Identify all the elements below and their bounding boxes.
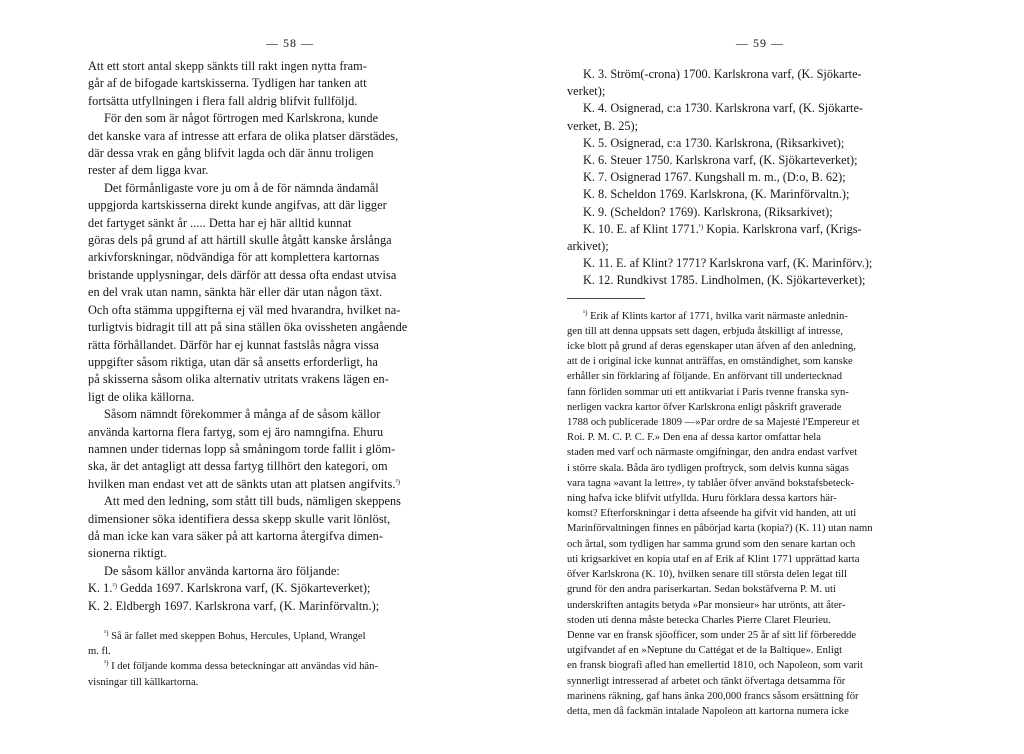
text-line: ligt de olika källorna. <box>88 389 195 404</box>
body-text <box>88 58 490 615</box>
entry-text: Kopia. Karlskrona varf, (Krigs- <box>703 221 862 236</box>
footnote-line: nerligen vackra kartor öfver Karlskrona enligt påskrift graverade <box>567 401 842 413</box>
footnote-line: visningar till källkartorna. <box>88 676 199 688</box>
text-column <box>88 58 490 690</box>
text-line: uppgifter såsom riktiga, utan där så ansetts erforderligt, ha <box>88 354 378 369</box>
footnote-line: öfver Karlskrona (K. 10), hvilken senare till största delen legat till <box>567 569 848 581</box>
text-line: på skisserna såsom olika alternativ utritats vrakens lägen en- <box>88 372 389 387</box>
footnote <box>88 629 490 644</box>
text-line: sionerna riktigt. <box>88 546 167 561</box>
right-page <box>512 0 1024 754</box>
text-line: rester af dem ligga kvar. <box>88 163 209 178</box>
source-entry: K. 6. Steuer 1750. Karlskrona varf, (K. Sjökarteverket); <box>583 153 858 168</box>
source-list <box>567 66 1009 290</box>
text-line: där dessa vrak en gång blifvit lagda och där ännu troligen <box>88 146 374 161</box>
text-line: arkivforskningar, nödvändiga för att komplettera kartornas <box>88 250 380 265</box>
text-line: namnen under tidernas lopp så småningom torde fallit i glöm- <box>88 441 396 456</box>
source-entry-cont: verket, B. 25); <box>567 118 639 133</box>
footnote-line: fann förliden sommar uti ett antikvariat i Paris tvenne franska syn- <box>567 386 849 398</box>
footnote-line: och årtal, som tydligen har samma grund som den senare kartan och <box>567 538 856 550</box>
footnote-line: komst? Efterforskningar i detta afseende ha gifvit vid handen, att uti <box>567 508 857 520</box>
source-entry: K. 3. Ström(-crona) 1700. Karlskrona varf, (K. Sjökarte- <box>583 67 862 81</box>
source-entry-cont: arkivet); <box>567 239 609 254</box>
footnote-marker: ²) <box>104 659 109 668</box>
text-line: använda kartorna flera fartyg, som ej äro namngifna. Ehuru <box>88 424 384 439</box>
text-line: Att ett stort antal skepp sänkts till rakt ingen nytta fram- <box>88 59 367 73</box>
footnote-line: att de i original icke kunnat anträffas, en omständighet, som kanske <box>567 356 853 368</box>
source-entry: K. 4. Osignerad, c:a 1730. Karlskrona varf, (K. Sjökarte- <box>583 101 864 116</box>
text-line: bristande upplysningar, dels därför att dessa ofta endast utvisa <box>88 267 397 282</box>
page-number: — 59 — <box>736 36 784 50</box>
footnote-line: detta, men då fackmän intalade Napoleon att kartorna numera icke <box>567 705 849 717</box>
footnote-line: grund för den andra pariserkartan. Sedan bokstäfverna P. M. uti <box>567 584 836 596</box>
text-line: Det förmånligaste vore ju om å de för nämnda ändamål <box>104 180 379 195</box>
footnote-marker: ¹) <box>698 222 704 231</box>
footnote <box>567 309 1009 324</box>
footnote-marker: ¹) <box>104 629 109 637</box>
text-column <box>567 66 1009 719</box>
footnote-line: Marinförvaltningen finnes en påbörjad karta (kopia?) (K. 11) utan namn <box>567 523 873 535</box>
text-line: fortsätta utfyllningen i flera fall aldrig blifvit fullföljd. <box>88 93 358 108</box>
footnote-text: I det följande komma dessa beteckningar att användas vid hän- <box>111 661 378 673</box>
text-line: går af de bifogade kartskisserna. Tydligen har tanken att <box>88 76 367 91</box>
footnote-line: utgifvandet af en »Neptune du Cattégat et de la Baltique». Enligt <box>567 645 843 657</box>
page-number: — 58 — <box>266 36 314 50</box>
text-line: det kanske vara af intresse att erfara de olika platser därstädes, <box>88 128 399 143</box>
text-line: ska, är det antagligt att dessa fartyg tillhört den kategori, om <box>88 459 388 474</box>
footnote-text: Erik af Klints kartor af 1771, hvilka varit närmaste anlednin- <box>590 310 848 322</box>
footnote-line: Roi. P. M. C. P. C. F.» Den ena af dessa kartor omfattar hela <box>567 432 821 444</box>
text-line: De såsom källor använda kartorna äro följande: <box>104 563 340 578</box>
line-text: hvilken man endast vet att de sänkts utan att platsen angifvits. <box>88 476 396 491</box>
footnote-divider <box>567 298 645 299</box>
source-entry: K. 8. Scheldon 1769. Karlskrona, (K. Marinförvaltn.); <box>583 187 850 202</box>
text-line: det fartyget sänkt år ..... Detta har ej här alltid kunnat <box>88 215 352 230</box>
footnote-line: ning hafva icke blifvit utfyllda. Huru förklara dessa kartors här- <box>567 493 837 505</box>
text-line: då man icke kan vara säker på att kartorna återgifva dimen- <box>88 528 383 543</box>
entry-text: K. 10. E. af Klint 1771. <box>583 221 699 236</box>
source-entry <box>88 580 490 597</box>
text-line <box>88 476 490 493</box>
footnote <box>88 659 490 674</box>
text-line: dimensioner söka identifiera dessa skepp skulle varit lönlöst, <box>88 511 391 526</box>
footnote-line: underskriften antagits betyda »Par monsieur» har utrönts, att åter- <box>567 599 846 611</box>
footnote-marker: ²) <box>395 477 401 486</box>
footnote-line: marinens räkning, gaf hans änka 200,000 francs såsom ersättning för <box>567 690 859 702</box>
text-line: Att med den ledning, som stått till buds, nämligen skeppens <box>104 494 402 509</box>
source-entry: K. 5. Osignerad, c:a 1730. Karlskrona, (Riksarkivet); <box>583 135 845 150</box>
footnote-marker: ¹) <box>583 308 588 317</box>
footnote-text: Så är fallet med skeppen Bohus, Hercules, Upland, Wrangel <box>111 631 366 642</box>
footnote-line: icke blott på grund af deras egenskaper utan äfven af den anledning, <box>567 341 856 353</box>
footnote-line: gen till att denna uppsats sett dagen, erbjuda åtskilligt af intresse, <box>567 325 843 337</box>
source-entry: K. 9. (Scheldon? 1769). Karlskrona, (Riksarkivet); <box>583 204 833 219</box>
footnote-line: erhåller sin förklaring af följande. En anförvant till undertecknad <box>567 371 843 383</box>
footnote-line: Denne var en fransk sjöofficer, som under 25 år af sitt lif förberedde <box>567 629 857 641</box>
footnote-line: en fransk biografi afled han emellertid 1810, och Napoleon, som varit <box>567 660 863 672</box>
text-line: uppgjorda kartskisserna direkt kunde angifvas, att där ligger <box>88 198 387 213</box>
footnote-line: uti krigsarkivet en kopia utaf en af Erik af Klint 1771 upprättad karta <box>567 553 860 565</box>
footnote-line: vara tagna »avant la lettre», ty tablåer öfver använd bokstafsbeteck- <box>567 477 855 489</box>
footnote-marker: ²) <box>112 582 118 591</box>
source-entry: K. 12. Rundkivst 1785. Lindholmen, (K. Sjökarteverket); <box>583 273 866 288</box>
footnotes <box>88 629 490 690</box>
text-line: rätta förhållandet. Därför har ej kunnat fastslås några vissa <box>88 337 379 352</box>
text-line: en del vrak utan namn, sänkta här eller där utan någon täxt. <box>88 285 383 300</box>
source-entry-cont: verket); <box>567 84 606 99</box>
footnote-line: staden med varf och närmaste omgifningar, den andra endast varfvet <box>567 447 858 459</box>
text-line: turligtvis bidragit till att på sina ställen öka ovissheten angående <box>88 320 408 335</box>
text-line: göras dels på grund af att härtill skulle åtgått kanske årslånga <box>88 233 392 248</box>
text-line: Såsom nämndt förekommer å många af de såsom källor <box>104 407 381 422</box>
entry-code: K. 1. <box>88 581 113 596</box>
footnote-line: 1788 och publicerade 1809 —»Par ordre de sa Majesté l'Empereur et <box>567 417 860 429</box>
footnote-line: m. fl. <box>88 646 111 658</box>
source-entry: K. 11. E. af Klint? 1771? Karlskrona varf, (K. Marinförv.); <box>583 256 873 271</box>
source-entry: K. 7. Osignerad 1767. Kungshall m. m., (D:o, B. 62); <box>583 170 846 185</box>
footnote-line: i större skala. Båda äro tydligen proftryck, som delvis kunna sägas <box>567 462 849 474</box>
entry-text: Gedda 1697. Karlskrona varf, (K. Sjökarteverket); <box>117 581 371 596</box>
source-entry: K. 2. Eldbergh 1697. Karlskrona varf, (K. Marinförvaltn.); <box>88 598 380 613</box>
footnote-line: synnerligt intresserad af arbetet och tänkt öfvertaga detsamma för <box>567 675 846 687</box>
source-entry <box>567 221 1009 238</box>
footnote-line: stoden uti denna måste betecka Charles Pierre Claret Fleurieu. <box>567 614 831 626</box>
text-line: Och ofta stämma uppgifterna ej väl med hvarandra, hvilket na- <box>88 302 401 317</box>
footnotes <box>567 309 1009 719</box>
text-line: För den som är något förtrogen med Karlskrona, kunde <box>104 111 379 126</box>
